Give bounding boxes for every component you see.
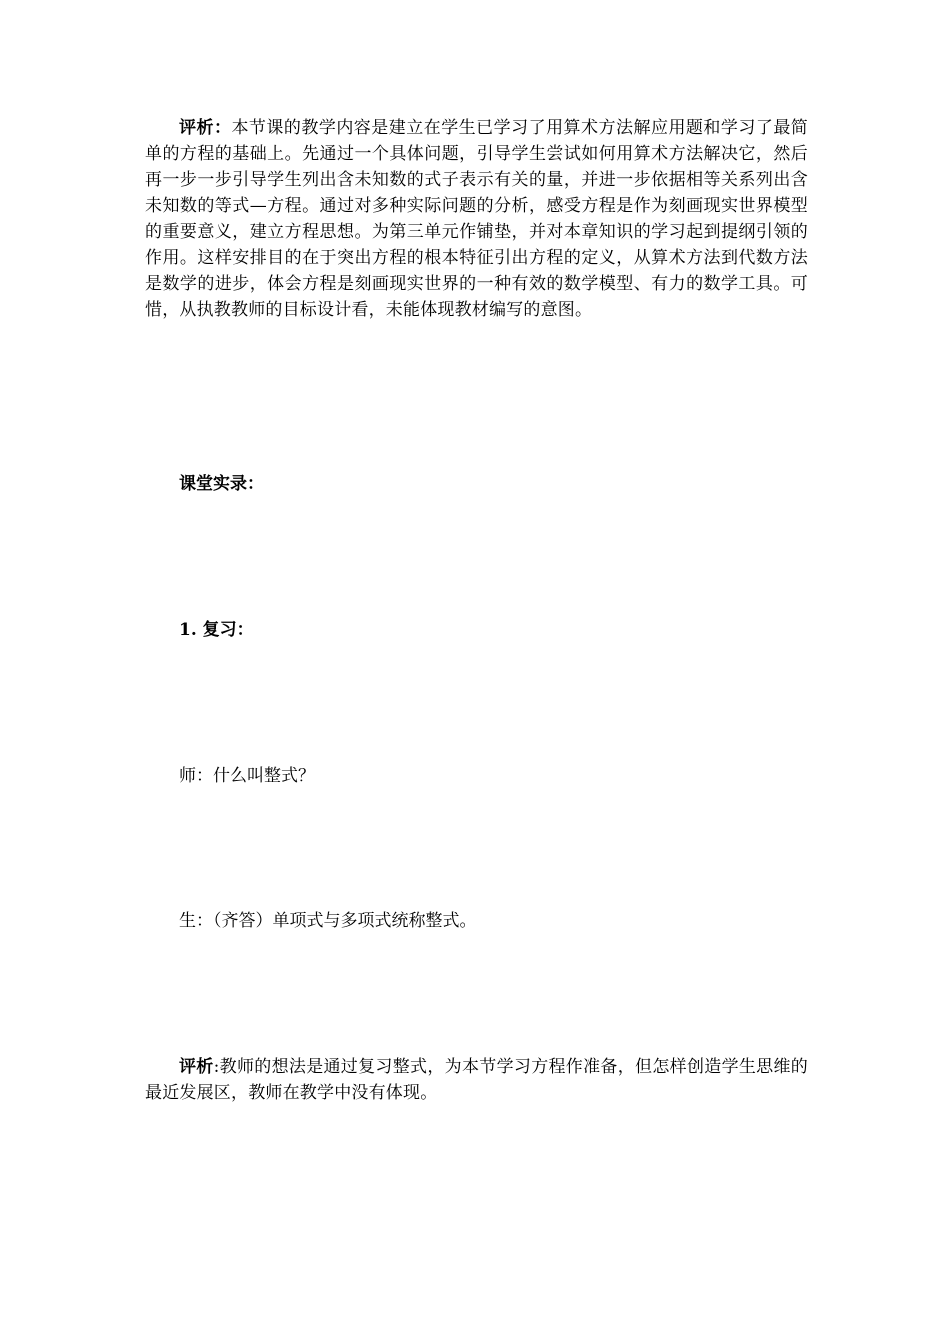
- review-heading: 1. 复习：: [179, 620, 254, 640]
- analysis-text-2: :教师的想法是通过复习整式，为本节学习方程作准备，但怎样创造学生思维的最近发展区，教师在教学中没有体现。: [145, 1057, 808, 1103]
- teacher-question: 师：什么叫整式？: [179, 766, 315, 786]
- section-heading-classroom-record: 课堂实录：: [179, 474, 264, 494]
- analysis-label-1: 评析：: [179, 118, 232, 138]
- analysis-label-2: 评析: [179, 1057, 214, 1077]
- analysis-paragraph-2: [145, 1054, 808, 1106]
- analysis-text-1: 本节课的教学内容是建立在学生已学习了用算术方法解应用题和学习了最简单的方程的基础上。先通过一个具体问题，引导学生尝试如何用算术方法解决它，然后再一步一步引导学生列出含未知数的式子表示有关的量，并进一步依据相等关系列出含未知数的等式—方程。通过对多种实际问题的分析，感受方程是作为刻画现实世界模型的重要意义，建立方程思想。为第三单元作铺垫，并对本章知识的学习起到提纲引领的作用。这样安排目的在于突出方程的根本特征引出方程的定义，从算术方法到代数方法是数学的进步，体会方程是刻画现实世界的一种有效的数学模型、有力的数学工具。可惜，从执教教师的目标设计看，未能体现教材编写的意图。: [145, 118, 808, 320]
- student-answer: 生：（齐答）单项式与多项式统称整式。: [179, 911, 477, 931]
- analysis-paragraph-1: [145, 115, 808, 323]
